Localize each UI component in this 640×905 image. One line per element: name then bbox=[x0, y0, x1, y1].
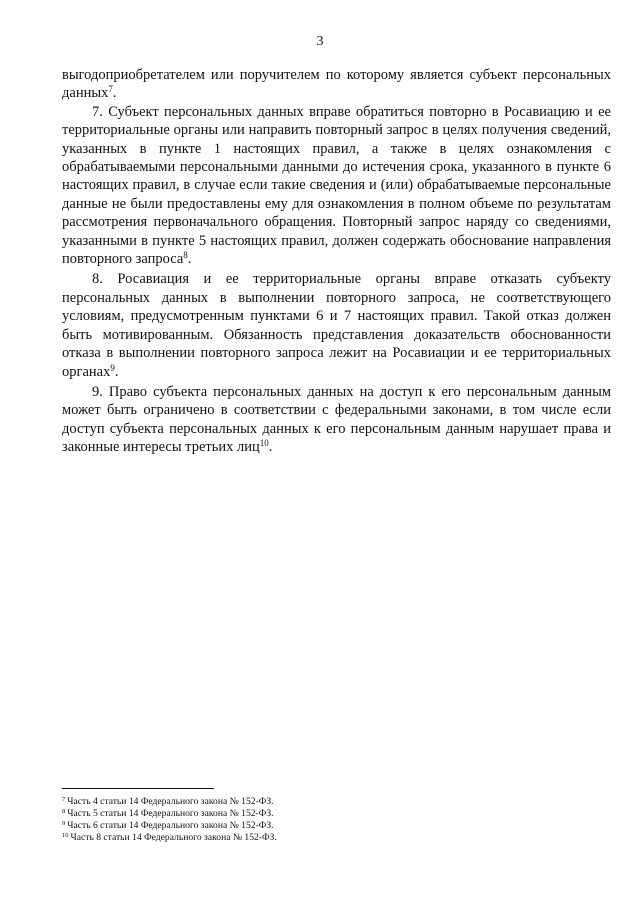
page-number: 3 bbox=[316, 34, 324, 49]
paragraph-end: . bbox=[268, 439, 273, 456]
paragraph-end: . bbox=[114, 363, 119, 380]
footnote-text: Часть 4 статьи 14 Федерального закона № 152-ФЗ. bbox=[67, 796, 274, 807]
footnote-reference: 7 bbox=[108, 84, 113, 95]
paragraph-8 bbox=[62, 270, 611, 380]
paragraph-7 bbox=[62, 103, 611, 269]
paragraph-9 bbox=[62, 383, 611, 457]
footnote-9 bbox=[62, 820, 462, 832]
footnote-7 bbox=[62, 796, 462, 808]
footnote-10 bbox=[62, 832, 462, 844]
document-body bbox=[62, 66, 611, 457]
footnote-number: 8 bbox=[62, 808, 66, 815]
paragraph-end: . bbox=[187, 251, 192, 268]
paragraph-text: 7. Субъект персональных данных вправе обратиться повторно в Росавиацию и ее территориальные органы или направить повторный запрос в целях получения сведений, указанных в пункте 1 настоящих правил, а также в целях ознакомления с обрабатываемыми персональными данными до истечения срока, указанного в пункте 6 настоящих правил, в случае если такие сведения и (или) обрабатываемые персональные данные не были предоставлены ему для ознакомления в полном объеме по результатам рассмотрения первоначального обращения. Повторный запрос наряду со сведениями, указанными в пункте 5 настоящих правил, должен содержать обоснование направления повторного запроса bbox=[62, 103, 611, 268]
footnote-text: Часть 8 статьи 14 Федерального закона № 152-ФЗ. bbox=[70, 832, 277, 843]
footnote-8 bbox=[62, 808, 462, 820]
footnote-separator bbox=[62, 788, 214, 789]
footnote-reference: 9 bbox=[110, 362, 115, 373]
footnote-text: Часть 6 статьи 14 Федерального закона № 152-ФЗ. bbox=[67, 820, 274, 831]
footnote-text: Часть 5 статьи 14 Федерального закона № 152-ФЗ. bbox=[67, 808, 274, 819]
paragraph-text: 8. Росавиация и ее территориальные органы вправе отказать субъекту персональных данных в выполнении повторного запроса, не соответствующего условиям, предусмотренным пунктами 6 и 7 настоящих правил. Такой отказ должен быть мотивированным. Обязанность представления доказательств обоснованности отказа в выполнении повторного запроса лежит на Росавиации и ее территориальных органах bbox=[62, 271, 611, 380]
footnote-number: 9 bbox=[62, 820, 66, 827]
paragraph-continuation bbox=[62, 66, 611, 103]
footnotes bbox=[62, 796, 462, 844]
paragraph-text: 9. Право субъекта персональных данных на доступ к его персональным данным может быть ограничено в соответствии с федеральными законами, в том числе если доступ субъекта персональных данных к его персональным данным нарушает права и законные интересы третьих лиц bbox=[62, 383, 611, 456]
footnote-reference: 8 bbox=[183, 250, 188, 261]
footnote-number: 7 bbox=[62, 796, 66, 803]
paragraph-text: выгодоприобретателем или поручителем по которому является субъект персональных данных bbox=[62, 67, 611, 102]
footnote-reference: 10 bbox=[259, 438, 269, 449]
footnote-number: 10 bbox=[62, 832, 69, 839]
paragraph-end: . bbox=[112, 85, 117, 102]
